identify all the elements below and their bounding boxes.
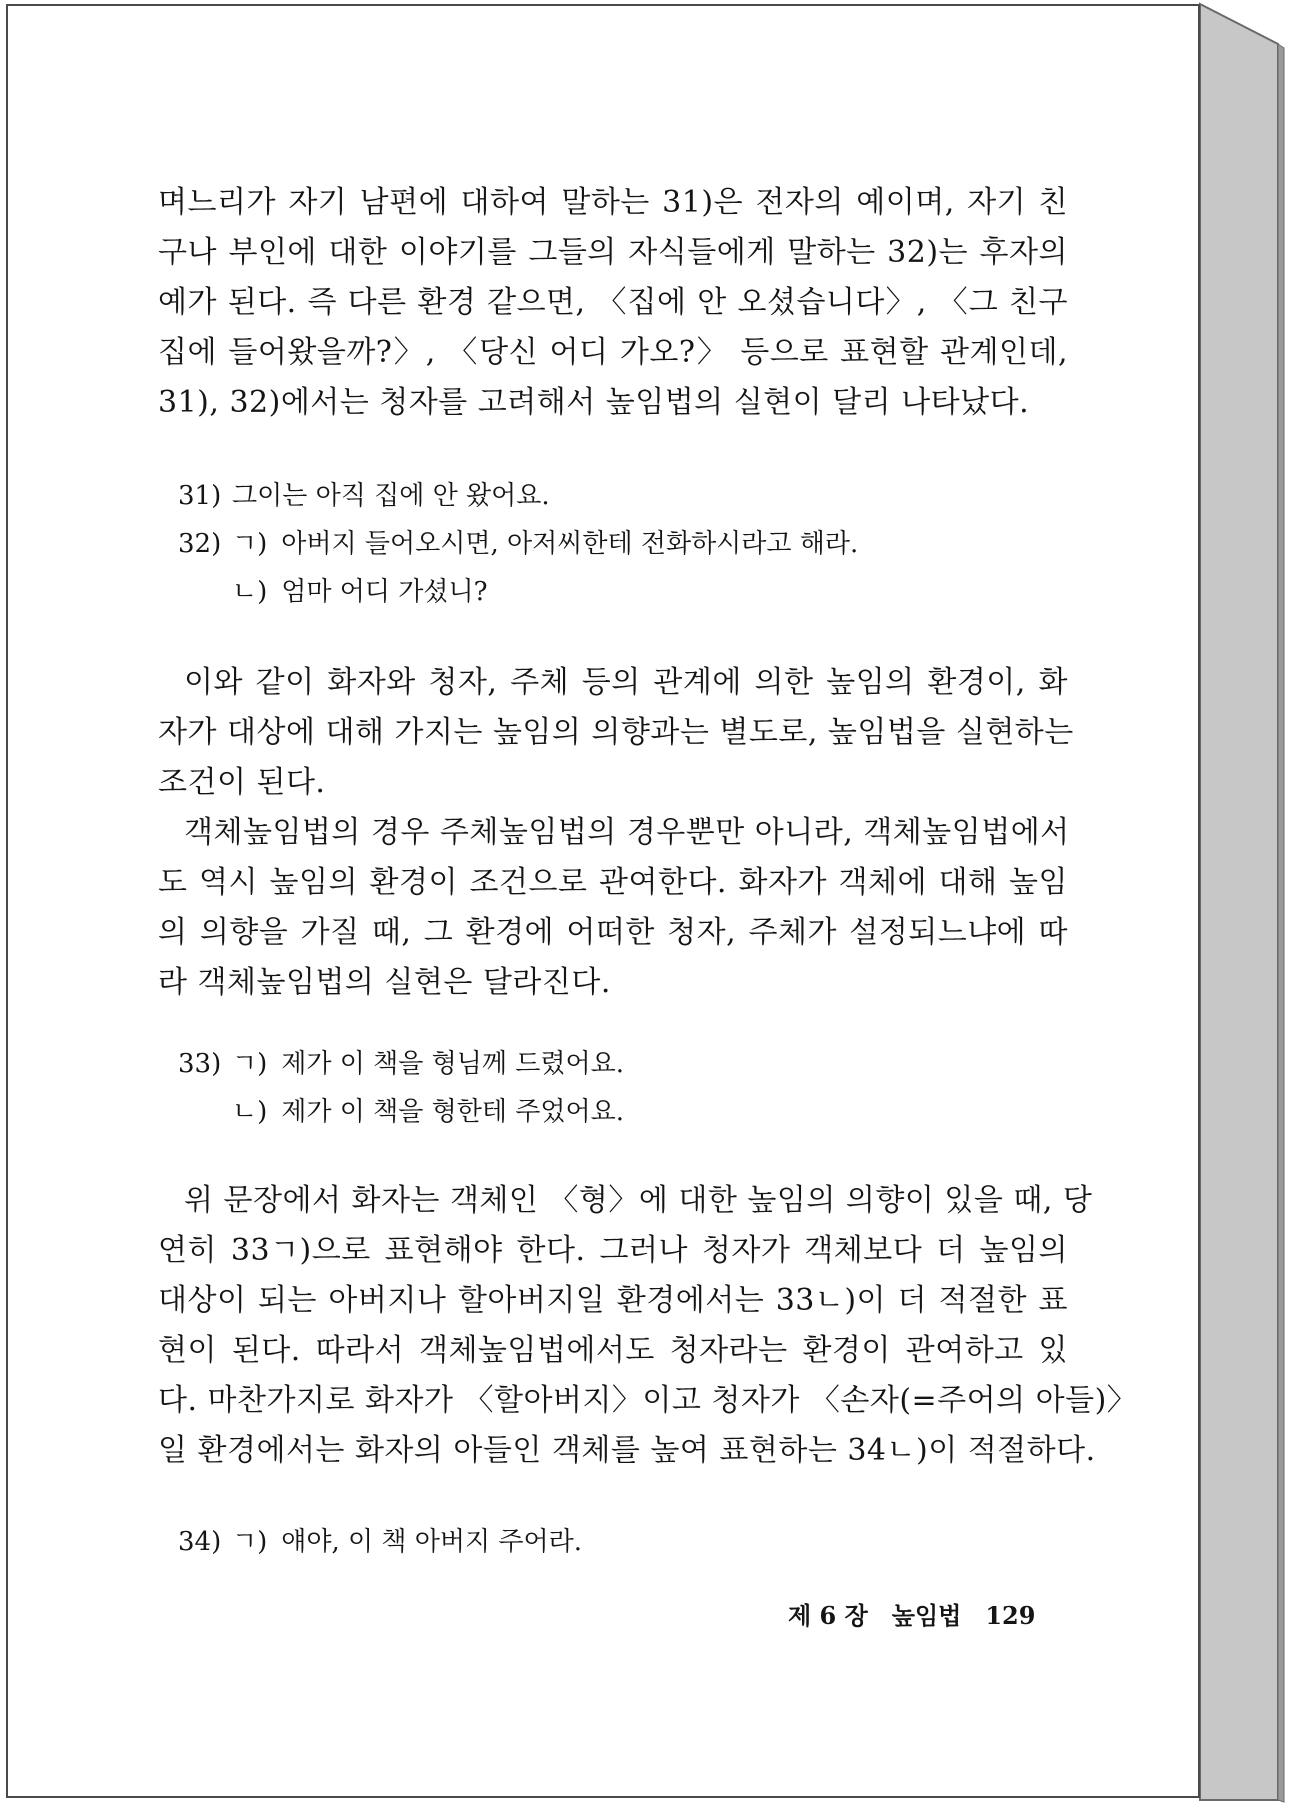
example-item — [178, 1518, 582, 1566]
example-text: 아버지 들어오시면, 아저씨한테 전화하시라고 해라. — [281, 529, 859, 559]
example-item — [178, 472, 858, 520]
paragraph-line: 객체높임법의 경우 주체높임법의 경우뿐만 아니라, 객체높임법에서 — [184, 815, 1070, 850]
chapter-label: 제 6 장 — [788, 1601, 868, 1630]
paragraph-line: 이와 같이 화자와 청자, 주체 등의 관계에 의한 높임의 환경이, 화 — [184, 665, 1068, 700]
example-sub-label: ㄴ) — [232, 1097, 268, 1127]
example-sub-label: ㄱ) — [232, 1049, 268, 1079]
example-text: 엄마 어디 가셨니? — [281, 577, 488, 607]
example-sub-label: ㄴ) — [232, 577, 268, 607]
paragraph-line: 조건이 된다. — [158, 765, 326, 800]
paragraph-line: 위 문장에서 화자는 객체인 〈형〉에 대한 높임의 의향이 있을 때, 당 — [184, 1183, 1093, 1218]
paragraph-1 — [158, 178, 1068, 428]
example-number: 31) — [178, 481, 222, 511]
paragraph-line: 예가 된다. 즉 다른 환경 같으면, 〈집에 안 오셨습니다〉, 〈그 친구 — [158, 285, 1068, 320]
example-text: 제가 이 책을 형한테 주었어요. — [281, 1097, 624, 1127]
paragraph-4 — [158, 1176, 1138, 1476]
book-page — [6, 4, 1200, 1798]
example-sub-label: ㄱ) — [232, 1527, 268, 1557]
example-block-2 — [178, 1040, 624, 1136]
paragraph-2 — [158, 658, 1074, 808]
paragraph-line: 다. 마찬가지로 화자가 〈할아버지〉이고 청자가 〈손자(=주어의 아들)〉 — [158, 1383, 1138, 1418]
paragraph-line: 연히 33ㄱ)으로 표현해야 한다. 그러나 청자가 객체보다 더 높임의 — [158, 1233, 1068, 1268]
paragraph-line: 자가 대상에 대해 가지는 높임의 의향과는 별도로, 높임법을 실현하는 — [158, 715, 1074, 750]
paragraph-line: 대상이 되는 아버지나 할아버지일 환경에서는 33ㄴ)이 더 적절한 표 — [158, 1283, 1068, 1318]
paragraph-line: 집에 들어왔을까?〉, 〈당신 어디 가오?〉 등으로 표현할 관계인데, — [158, 335, 1068, 370]
page-number: 129 — [985, 1601, 1036, 1630]
example-item — [178, 520, 858, 568]
example-text: 그이는 아직 집에 안 왔어요. — [232, 481, 550, 511]
paragraph-line: 현이 된다. 따라서 객체높임법에서도 청자라는 환경이 관여하고 있 — [158, 1333, 1068, 1368]
example-sub-label: ㄱ) — [232, 529, 268, 559]
example-number: 33) — [178, 1049, 222, 1079]
paragraph-line: 의 의향을 가질 때, 그 환경에 어떠한 청자, 주체가 설정되느냐에 따 — [158, 915, 1068, 950]
example-number: 32) — [178, 529, 222, 559]
example-item — [178, 1088, 624, 1136]
paragraph-line: 며느리가 자기 남편에 대하여 말하는 31)은 전자의 예이며, 자기 친 — [158, 185, 1068, 220]
chapter-title: 높임법 — [891, 1601, 962, 1630]
example-block-1 — [178, 472, 858, 616]
example-block-3 — [178, 1518, 582, 1566]
example-text: 제가 이 책을 형님께 드렸어요. — [281, 1049, 624, 1079]
page-footer — [788, 1596, 1035, 1636]
paragraph-line: 31), 32)에서는 청자를 고려해서 높임법의 실현이 달리 나타났다. — [158, 385, 1030, 420]
example-number: 34) — [178, 1527, 222, 1557]
paragraph-3 — [158, 808, 1068, 1008]
example-item — [178, 1040, 624, 1088]
paragraph-line: 일 환경에서는 화자의 아들인 객체를 높여 표현하는 34ㄴ)이 적절하다. — [158, 1433, 1096, 1468]
paragraph-line: 도 역시 높임의 환경이 조건으로 관여한다. 화자가 객체에 대해 높임 — [158, 865, 1068, 900]
paragraph-line: 구나 부인에 대한 이야기를 그들의 자식들에게 말하는 32)는 후자의 — [158, 235, 1068, 270]
paragraph-line: 라 객체높임법의 실현은 달라진다. — [158, 965, 611, 1000]
example-text: 얘야, 이 책 아버지 주어라. — [281, 1527, 583, 1557]
example-item — [178, 568, 858, 616]
